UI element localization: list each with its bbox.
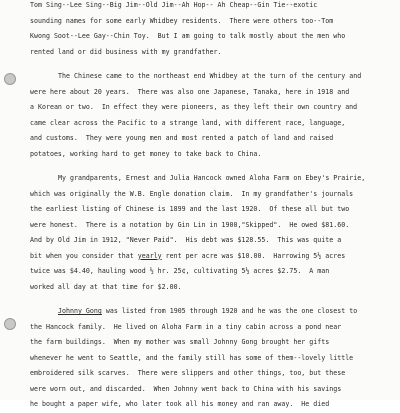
text-line: Tom Sing--Lee Sing--Big Jim--Old Jim--Ah Hop-- Ah Cheap--Gin Tie--exotic <box>30 1 318 9</box>
text-run: bit when you consider that <box>30 251 138 260</box>
text-line: a Korean or two. In effect they were pioneers, as they left their own country and <box>30 103 358 111</box>
paragraph <box>30 69 392 162</box>
text-line: My grandparents, Ernest and Julia Hancock owned Aloha Farm on Ebey's Prairie, <box>58 174 366 182</box>
text-line: he bought a paper wife, who later took all his money and ran away. He died <box>30 400 330 408</box>
underlined-name: Johnny Gong <box>58 307 102 315</box>
text-line: were honest. There is a notation by Gin Lin in 1900,"Skipped". He owed $81.60. <box>30 220 350 229</box>
binder-hole <box>4 73 16 85</box>
text-line: embroidered silk scarves. There were slippers and other things, too, but these <box>30 369 346 377</box>
text-line <box>30 249 392 265</box>
text-line: the Hancock family. He lived on Aloha Farm in a tiny cabin across a pond near <box>30 322 342 331</box>
text-line: The Chinese came to the northeast end Whidbey at the turn of the century and <box>58 72 362 80</box>
text-line: whenever he went to Seattle, and the family still has some of them--lovely little <box>30 353 354 362</box>
text-run: rent per acre was $10.00. Harrowing 5½ acres <box>161 251 346 260</box>
text-line: twice was $4.40, hauling wood ½ hr. 25¢, cultivating 5½ acres $2.75. A man <box>30 267 330 275</box>
text-line: were here about 20 years. There was also one Japanese, Tanaka, here in 1918 and <box>30 87 350 96</box>
underlined-word: yearly <box>137 251 162 260</box>
text-line: sounding names for some early Whidbey residents. There were others too--Tom <box>30 16 334 25</box>
text-line: rented land or did business with my grandfather. <box>30 47 222 56</box>
paragraph <box>30 304 392 406</box>
text-line: which was originally the W.B. Engle donation claim. In my grandfather's journals <box>30 189 354 198</box>
paragraph <box>30 171 392 295</box>
binder-hole <box>4 318 16 330</box>
text-line: Kwong Soot--Lee Gay--Chin Toy. But I am going to talk mostly about the men who <box>30 32 346 40</box>
text-line: the earliest listing of Chinese is 1899 and the last 1920. Of these all but two <box>30 205 350 213</box>
text-run: was listed from 1905 through 1920 and he was the one closest to <box>101 307 358 315</box>
typewritten-text <box>30 0 392 406</box>
text-line: worked all day at that time for $2.00. <box>30 282 182 291</box>
text-line: came clear across the Pacific to a strange land, with different race, language, <box>30 118 346 127</box>
text-line: were worn out, and discarded. When Johnny went back to China with his savings <box>30 384 342 393</box>
text-line <box>30 304 392 320</box>
text-line: And by Old Jim in 1912, "Never Paid". His debt was $128.55. This was quite a <box>30 236 342 244</box>
paragraph <box>30 0 392 60</box>
text-line: potatoes, working hard to get money to take back to China. <box>30 149 262 158</box>
text-line: the farm buildings. When my mother was small Johnny Gong brought her gifts <box>30 338 330 346</box>
text-line: and customs. They were young men and most rented a patch of land and raised <box>30 134 334 142</box>
